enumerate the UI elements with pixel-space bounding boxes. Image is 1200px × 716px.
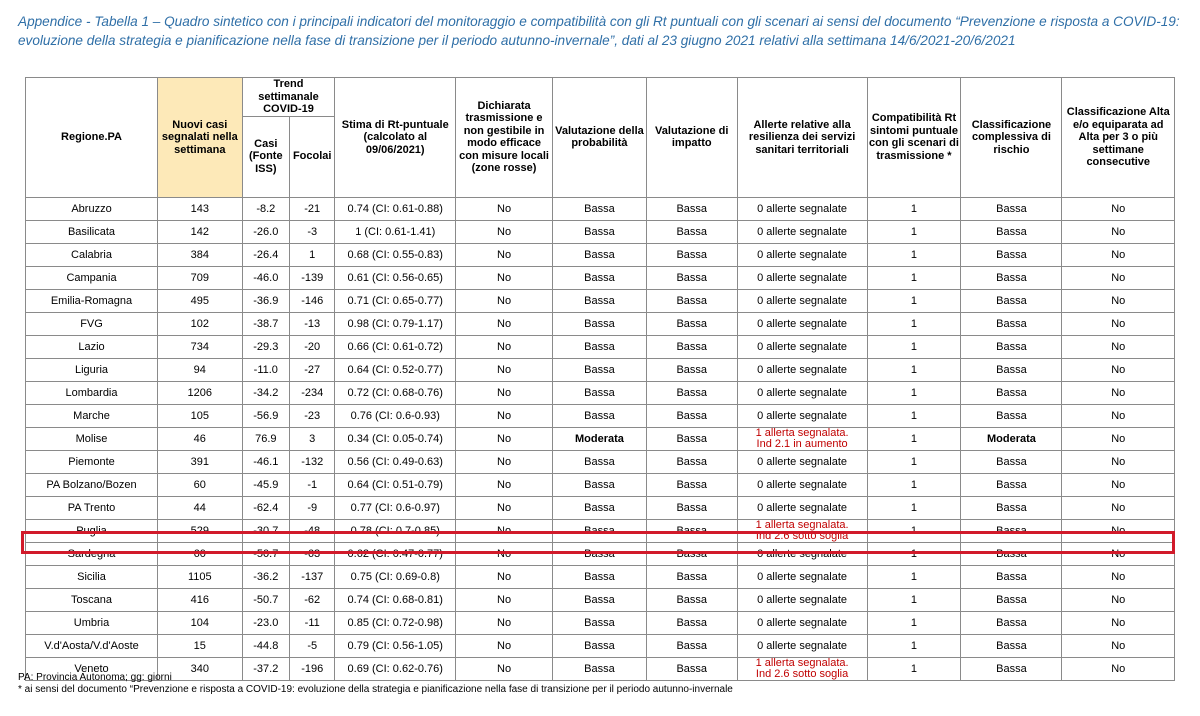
- header-cases-iss: Casi (Fonte ISS): [242, 116, 289, 197]
- table-row: [26, 358, 1175, 381]
- cell-high-class: No: [1062, 657, 1175, 680]
- cell-transmission: No: [456, 542, 553, 565]
- cell-transmission: No: [456, 312, 553, 335]
- header-impact: Valutazione di impatto: [646, 78, 737, 198]
- cell-rt: 0.72 (CI: 0.68-0.76): [335, 381, 456, 404]
- cell-alerts: 0 allerte segnalate: [737, 312, 867, 335]
- cell-compat: 1: [867, 450, 961, 473]
- cell-new-cases: 734: [158, 335, 243, 358]
- cell-transmission: No: [456, 358, 553, 381]
- cell-region: Puglia: [26, 519, 158, 542]
- cell-new-cases: 44: [158, 496, 243, 519]
- cell-new-cases: 391: [158, 450, 243, 473]
- cell-new-cases: 104: [158, 611, 243, 634]
- header-compat: Compatibilità Rt sintomi puntuale con gli scenari di trasmissione *: [867, 78, 961, 198]
- cell-transmission: No: [456, 427, 553, 450]
- cell-impact: Bassa: [646, 542, 737, 565]
- cell-rt: 0.98 (CI: 0.79-1.17): [335, 312, 456, 335]
- header-alerts: Allerte relative alla resilienza dei servizi sanitari territoriali: [737, 78, 867, 198]
- cell-high-class: No: [1062, 542, 1175, 565]
- cell-region: Lombardia: [26, 381, 158, 404]
- table-row: [26, 634, 1175, 657]
- cell-compat: 1: [867, 611, 961, 634]
- cell-high-class: No: [1062, 381, 1175, 404]
- cell-region: Sardegna: [26, 542, 158, 565]
- cell-rt: 0.69 (CI: 0.62-0.76): [335, 657, 456, 680]
- cell-impact: Bassa: [646, 611, 737, 634]
- cell-alerts: 0 allerte segnalate: [737, 542, 867, 565]
- cell-probability: Bassa: [553, 289, 647, 312]
- cell-compat: 1: [867, 496, 961, 519]
- cell-new-cases: 1105: [158, 565, 243, 588]
- cell-region: Emilia-Romagna: [26, 289, 158, 312]
- cell-transmission: No: [456, 611, 553, 634]
- cell-risk: Bassa: [961, 335, 1062, 358]
- cell-alerts: [737, 657, 867, 680]
- cell-impact: Bassa: [646, 473, 737, 496]
- header-probability: Valutazione della probabilità: [553, 78, 647, 198]
- cell-region: Veneto: [26, 657, 158, 680]
- cell-cases-iss: -30.7: [242, 519, 289, 542]
- cell-risk: Bassa: [961, 289, 1062, 312]
- cell-cases-iss: -46.0: [242, 266, 289, 289]
- cell-alerts: 0 allerte segnalate: [737, 450, 867, 473]
- cell-focolai: -48: [290, 519, 335, 542]
- cell-transmission: No: [456, 588, 553, 611]
- cell-high-class: No: [1062, 473, 1175, 496]
- cell-compat: 1: [867, 404, 961, 427]
- covid-indicators-table: [25, 77, 1175, 681]
- table-row: [26, 450, 1175, 473]
- cell-new-cases: 94: [158, 358, 243, 381]
- cell-compat: 1: [867, 243, 961, 266]
- cell-cases-iss: -37.2: [242, 657, 289, 680]
- header-high-class: Classificazione Alta e/o equiparata ad Alta per 3 o più settimane consecutive: [1062, 78, 1175, 198]
- cell-new-cases: 1206: [158, 381, 243, 404]
- cell-focolai: -62: [290, 588, 335, 611]
- header-region: Regione.PA: [26, 78, 158, 198]
- cell-alerts: 0 allerte segnalate: [737, 565, 867, 588]
- cell-impact: Bassa: [646, 496, 737, 519]
- cell-probability: Bassa: [553, 496, 647, 519]
- cell-cases-iss: -56.9: [242, 404, 289, 427]
- cell-new-cases: 15: [158, 634, 243, 657]
- cell-risk: Bassa: [961, 266, 1062, 289]
- cell-cases-iss: -11.0: [242, 358, 289, 381]
- cell-compat: 1: [867, 427, 961, 450]
- cell-impact: Bassa: [646, 634, 737, 657]
- cell-risk: Bassa: [961, 450, 1062, 473]
- cell-focolai: -146: [290, 289, 335, 312]
- cell-probability: Bassa: [553, 381, 647, 404]
- cell-probability: Bassa: [553, 542, 647, 565]
- cell-alerts: 0 allerte segnalate: [737, 266, 867, 289]
- table-row: [26, 588, 1175, 611]
- cell-new-cases: 529: [158, 519, 243, 542]
- cell-alerts: 0 allerte segnalate: [737, 358, 867, 381]
- cell-region: Lazio: [26, 335, 158, 358]
- cell-rt: 0.71 (CI: 0.65-0.77): [335, 289, 456, 312]
- cell-high-class: No: [1062, 312, 1175, 335]
- cell-focolai: -27: [290, 358, 335, 381]
- cell-probability: Bassa: [553, 450, 647, 473]
- table-row: [26, 473, 1175, 496]
- cell-cases-iss: -46.1: [242, 450, 289, 473]
- alert-detail: Ind 2.6 sotto soglia: [755, 529, 849, 542]
- cell-probability: Bassa: [553, 588, 647, 611]
- cell-probability: Bassa: [553, 519, 647, 542]
- cell-new-cases: 142: [158, 220, 243, 243]
- cell-transmission: No: [456, 404, 553, 427]
- cell-cases-iss: -36.2: [242, 565, 289, 588]
- cell-new-cases: 495: [158, 289, 243, 312]
- cell-region: Basilicata: [26, 220, 158, 243]
- header-transmission: Dichiarata trasmissione e non gestibile in modo efficace con misure locali (zone rosse): [456, 78, 553, 198]
- table-body: [26, 197, 1175, 680]
- cell-cases-iss: -23.0: [242, 611, 289, 634]
- cell-probability: Bassa: [553, 243, 647, 266]
- cell-high-class: No: [1062, 588, 1175, 611]
- cell-region: Calabria: [26, 243, 158, 266]
- cell-focolai: -139: [290, 266, 335, 289]
- header-risk: Classificazione complessiva di rischio: [961, 78, 1062, 198]
- cell-alerts: 0 allerte segnalate: [737, 496, 867, 519]
- cell-new-cases: 46: [158, 427, 243, 450]
- table-row: [26, 611, 1175, 634]
- cell-cases-iss: -44.8: [242, 634, 289, 657]
- cell-transmission: No: [456, 197, 553, 220]
- cell-focolai: -196: [290, 657, 335, 680]
- table-row: [26, 220, 1175, 243]
- cell-high-class: No: [1062, 266, 1175, 289]
- cell-transmission: No: [456, 496, 553, 519]
- cell-rt: 0.77 (CI: 0.6-0.97): [335, 496, 456, 519]
- cell-alerts: 0 allerte segnalate: [737, 588, 867, 611]
- cell-new-cases: 60: [158, 542, 243, 565]
- cell-probability: Bassa: [553, 266, 647, 289]
- cell-new-cases: 384: [158, 243, 243, 266]
- table-row: [26, 289, 1175, 312]
- cell-high-class: No: [1062, 611, 1175, 634]
- cell-transmission: No: [456, 657, 553, 680]
- cell-region: Marche: [26, 404, 158, 427]
- table-row: [26, 657, 1175, 680]
- cell-transmission: No: [456, 565, 553, 588]
- cell-focolai: -1: [290, 473, 335, 496]
- cell-high-class: No: [1062, 450, 1175, 473]
- cell-transmission: No: [456, 243, 553, 266]
- cell-compat: 1: [867, 220, 961, 243]
- cell-risk: Bassa: [961, 220, 1062, 243]
- cell-probability: Moderata: [553, 427, 647, 450]
- cell-compat: 1: [867, 588, 961, 611]
- cell-impact: Bassa: [646, 266, 737, 289]
- cell-region: PA Bolzano/Bozen: [26, 473, 158, 496]
- cell-impact: Bassa: [646, 427, 737, 450]
- cell-rt: 0.75 (CI: 0.69-0.8): [335, 565, 456, 588]
- cell-region: Umbria: [26, 611, 158, 634]
- cell-transmission: No: [456, 220, 553, 243]
- cell-transmission: No: [456, 335, 553, 358]
- cell-new-cases: 416: [158, 588, 243, 611]
- alert-text: 1 allerta segnalata.: [755, 519, 849, 531]
- cell-risk: Bassa: [961, 542, 1062, 565]
- cell-cases-iss: -8.2: [242, 197, 289, 220]
- alert-text: 1 allerta segnalata.: [755, 427, 849, 439]
- cell-transmission: No: [456, 289, 553, 312]
- cell-cases-iss: -29.3: [242, 335, 289, 358]
- cell-new-cases: 709: [158, 266, 243, 289]
- cell-probability: Bassa: [553, 657, 647, 680]
- cell-high-class: No: [1062, 243, 1175, 266]
- cell-focolai: -132: [290, 450, 335, 473]
- cell-impact: Bassa: [646, 381, 737, 404]
- table-row: [26, 266, 1175, 289]
- cell-rt: 1 (CI: 0.61-1.41): [335, 220, 456, 243]
- alert-detail: Ind 2.6 sotto soglia: [755, 667, 849, 680]
- cell-impact: Bassa: [646, 519, 737, 542]
- cell-compat: 1: [867, 312, 961, 335]
- cell-rt: 0.64 (CI: 0.51-0.79): [335, 473, 456, 496]
- cell-rt: 0.61 (CI: 0.56-0.65): [335, 266, 456, 289]
- cell-transmission: No: [456, 381, 553, 404]
- header-focolai: Focolai: [290, 116, 335, 197]
- cell-cases-iss: -50.7: [242, 588, 289, 611]
- cell-impact: Bassa: [646, 220, 737, 243]
- cell-impact: Bassa: [646, 657, 737, 680]
- cell-probability: Bassa: [553, 473, 647, 496]
- table-row: [26, 381, 1175, 404]
- cell-high-class: No: [1062, 220, 1175, 243]
- cell-new-cases: 340: [158, 657, 243, 680]
- cell-region: Sicilia: [26, 565, 158, 588]
- cell-compat: 1: [867, 657, 961, 680]
- cell-region: Liguria: [26, 358, 158, 381]
- header-new-cases: Nuovi casi segnalati nella settimana: [158, 78, 243, 198]
- cell-high-class: No: [1062, 427, 1175, 450]
- cell-risk: Bassa: [961, 358, 1062, 381]
- cell-compat: 1: [867, 358, 961, 381]
- cell-risk: Bassa: [961, 404, 1062, 427]
- cell-alerts: 0 allerte segnalate: [737, 220, 867, 243]
- cell-rt: 0.56 (CI: 0.49-0.63): [335, 450, 456, 473]
- cell-impact: Bassa: [646, 404, 737, 427]
- cell-focolai: -137: [290, 565, 335, 588]
- cell-region: Abruzzo: [26, 197, 158, 220]
- cell-probability: Bassa: [553, 220, 647, 243]
- header-trend: Trend settimanale COVID-19: [242, 78, 335, 117]
- cell-rt: 0.74 (CI: 0.68-0.81): [335, 588, 456, 611]
- cell-new-cases: 105: [158, 404, 243, 427]
- cell-cases-iss: -62.4: [242, 496, 289, 519]
- cell-region: Piemonte: [26, 450, 158, 473]
- cell-focolai: -20: [290, 335, 335, 358]
- cell-risk: Moderata: [961, 427, 1062, 450]
- cell-alerts: 0 allerte segnalate: [737, 289, 867, 312]
- cell-risk: Bassa: [961, 243, 1062, 266]
- cell-rt: 0.68 (CI: 0.55-0.83): [335, 243, 456, 266]
- footnote-document: * ai sensi del documento “Prevenzione e risposta a COVID-19: evoluzione della strategia e pianificazione nella fase di transizione per il periodo autunno-invernale: [18, 684, 733, 695]
- cell-focolai: 1: [290, 243, 335, 266]
- cell-impact: Bassa: [646, 335, 737, 358]
- cell-cases-iss: -36.9: [242, 289, 289, 312]
- cell-compat: 1: [867, 197, 961, 220]
- cell-focolai: -234: [290, 381, 335, 404]
- cell-compat: 1: [867, 335, 961, 358]
- cell-cases-iss: -50.7: [242, 542, 289, 565]
- cell-compat: 1: [867, 289, 961, 312]
- alert-detail: Ind 2.1 in aumento: [756, 437, 848, 450]
- cell-compat: 1: [867, 542, 961, 565]
- table-row: [26, 335, 1175, 358]
- table-row: [26, 312, 1175, 335]
- cell-focolai: -5: [290, 634, 335, 657]
- cell-rt: 0.66 (CI: 0.61-0.72): [335, 335, 456, 358]
- cell-rt: 0.78 (CI: 0.7-0.85): [335, 519, 456, 542]
- cell-region: V.d'Aosta/V.d'Aoste: [26, 634, 158, 657]
- table-row: [26, 404, 1175, 427]
- cell-risk: Bassa: [961, 381, 1062, 404]
- cell-focolai: -63: [290, 542, 335, 565]
- cell-high-class: No: [1062, 358, 1175, 381]
- table-caption: Appendice - Tabella 1 – Quadro sintetico con i principali indicatori del monitoraggio e compatibilità con gli Rt puntuali con gli scenari ai sensi del documento “Prevenzione e risposta a COVID-19: evoluzione della strategia e pianificazione nella fase di transizione per il periodo autunno-invernale”, dati al 23 giugno 2021 relativi alla settimana 14/6/2021-20/6/2021: [18, 14, 1180, 48]
- cell-high-class: No: [1062, 519, 1175, 542]
- cell-region: Campania: [26, 266, 158, 289]
- cell-focolai: -23: [290, 404, 335, 427]
- cell-compat: 1: [867, 381, 961, 404]
- cell-new-cases: 143: [158, 197, 243, 220]
- cell-impact: Bassa: [646, 358, 737, 381]
- cell-cases-iss: -45.9: [242, 473, 289, 496]
- cell-rt: 0.62 (CI: 0.47-0.77): [335, 542, 456, 565]
- cell-impact: Bassa: [646, 243, 737, 266]
- cell-compat: 1: [867, 519, 961, 542]
- cell-alerts: 0 allerte segnalate: [737, 473, 867, 496]
- cell-probability: Bassa: [553, 404, 647, 427]
- alert-text: 1 allerta segnalata.: [755, 657, 849, 669]
- cell-impact: Bassa: [646, 312, 737, 335]
- cell-alerts: 0 allerte segnalate: [737, 335, 867, 358]
- cell-cases-iss: 76.9: [242, 427, 289, 450]
- cell-focolai: 3: [290, 427, 335, 450]
- cell-focolai: -3: [290, 220, 335, 243]
- cell-cases-iss: -38.7: [242, 312, 289, 335]
- cell-new-cases: 60: [158, 473, 243, 496]
- table-row: [26, 243, 1175, 266]
- cell-impact: Bassa: [646, 289, 737, 312]
- cell-probability: Bassa: [553, 611, 647, 634]
- cell-high-class: No: [1062, 197, 1175, 220]
- sardegna-highlight-box: [21, 531, 1175, 554]
- table-row: [26, 496, 1175, 519]
- cell-high-class: No: [1062, 496, 1175, 519]
- cell-risk: Bassa: [961, 496, 1062, 519]
- cell-probability: Bassa: [553, 565, 647, 588]
- cell-region: Molise: [26, 427, 158, 450]
- cell-alerts: 0 allerte segnalate: [737, 611, 867, 634]
- table-row: [26, 427, 1175, 450]
- cell-risk: Bassa: [961, 197, 1062, 220]
- cell-region: FVG: [26, 312, 158, 335]
- cell-alerts: 0 allerte segnalate: [737, 404, 867, 427]
- cell-alerts: 0 allerte segnalate: [737, 634, 867, 657]
- cell-high-class: No: [1062, 404, 1175, 427]
- cell-alerts: 0 allerte segnalate: [737, 381, 867, 404]
- cell-impact: Bassa: [646, 565, 737, 588]
- cell-transmission: No: [456, 450, 553, 473]
- cell-cases-iss: -34.2: [242, 381, 289, 404]
- cell-risk: Bassa: [961, 312, 1062, 335]
- cell-alerts: 0 allerte segnalate: [737, 197, 867, 220]
- cell-high-class: No: [1062, 289, 1175, 312]
- cell-rt: 0.64 (CI: 0.52-0.77): [335, 358, 456, 381]
- cell-impact: Bassa: [646, 588, 737, 611]
- cell-region: Toscana: [26, 588, 158, 611]
- cell-rt: 0.76 (CI: 0.6-0.93): [335, 404, 456, 427]
- cell-new-cases: 102: [158, 312, 243, 335]
- cell-transmission: No: [456, 473, 553, 496]
- cell-rt: 0.74 (CI: 0.61-0.88): [335, 197, 456, 220]
- cell-transmission: No: [456, 634, 553, 657]
- cell-region: PA Trento: [26, 496, 158, 519]
- cell-probability: Bassa: [553, 358, 647, 381]
- cell-risk: Bassa: [961, 657, 1062, 680]
- cell-alerts: [737, 427, 867, 450]
- cell-risk: Bassa: [961, 565, 1062, 588]
- cell-high-class: No: [1062, 565, 1175, 588]
- cell-rt: 0.85 (CI: 0.72-0.98): [335, 611, 456, 634]
- cell-cases-iss: -26.0: [242, 220, 289, 243]
- cell-high-class: No: [1062, 634, 1175, 657]
- table-row: [26, 197, 1175, 220]
- cell-compat: 1: [867, 266, 961, 289]
- cell-focolai: -9: [290, 496, 335, 519]
- cell-focolai: -11: [290, 611, 335, 634]
- cell-rt: 0.79 (CI: 0.56-1.05): [335, 634, 456, 657]
- cell-risk: Bassa: [961, 611, 1062, 634]
- cell-probability: Bassa: [553, 312, 647, 335]
- header-rt: Stima di Rt-puntuale (calcolato al 09/06/2021): [335, 78, 456, 198]
- footnote-abbreviations: PA: Provincia Autonoma; gg: giorni: [18, 672, 172, 683]
- cell-alerts: 0 allerte segnalate: [737, 243, 867, 266]
- cell-transmission: No: [456, 519, 553, 542]
- cell-compat: 1: [867, 565, 961, 588]
- cell-high-class: No: [1062, 335, 1175, 358]
- cell-risk: Bassa: [961, 588, 1062, 611]
- cell-compat: 1: [867, 473, 961, 496]
- cell-impact: Bassa: [646, 450, 737, 473]
- cell-rt: 0.34 (CI: 0.05-0.74): [335, 427, 456, 450]
- cell-compat: 1: [867, 634, 961, 657]
- cell-risk: Bassa: [961, 473, 1062, 496]
- cell-probability: Bassa: [553, 197, 647, 220]
- cell-focolai: -13: [290, 312, 335, 335]
- cell-risk: Bassa: [961, 634, 1062, 657]
- cell-cases-iss: -26.4: [242, 243, 289, 266]
- cell-risk: Bassa: [961, 519, 1062, 542]
- cell-probability: Bassa: [553, 335, 647, 358]
- cell-transmission: No: [456, 266, 553, 289]
- cell-impact: Bassa: [646, 197, 737, 220]
- cell-probability: Bassa: [553, 634, 647, 657]
- table-row: [26, 565, 1175, 588]
- cell-focolai: -21: [290, 197, 335, 220]
